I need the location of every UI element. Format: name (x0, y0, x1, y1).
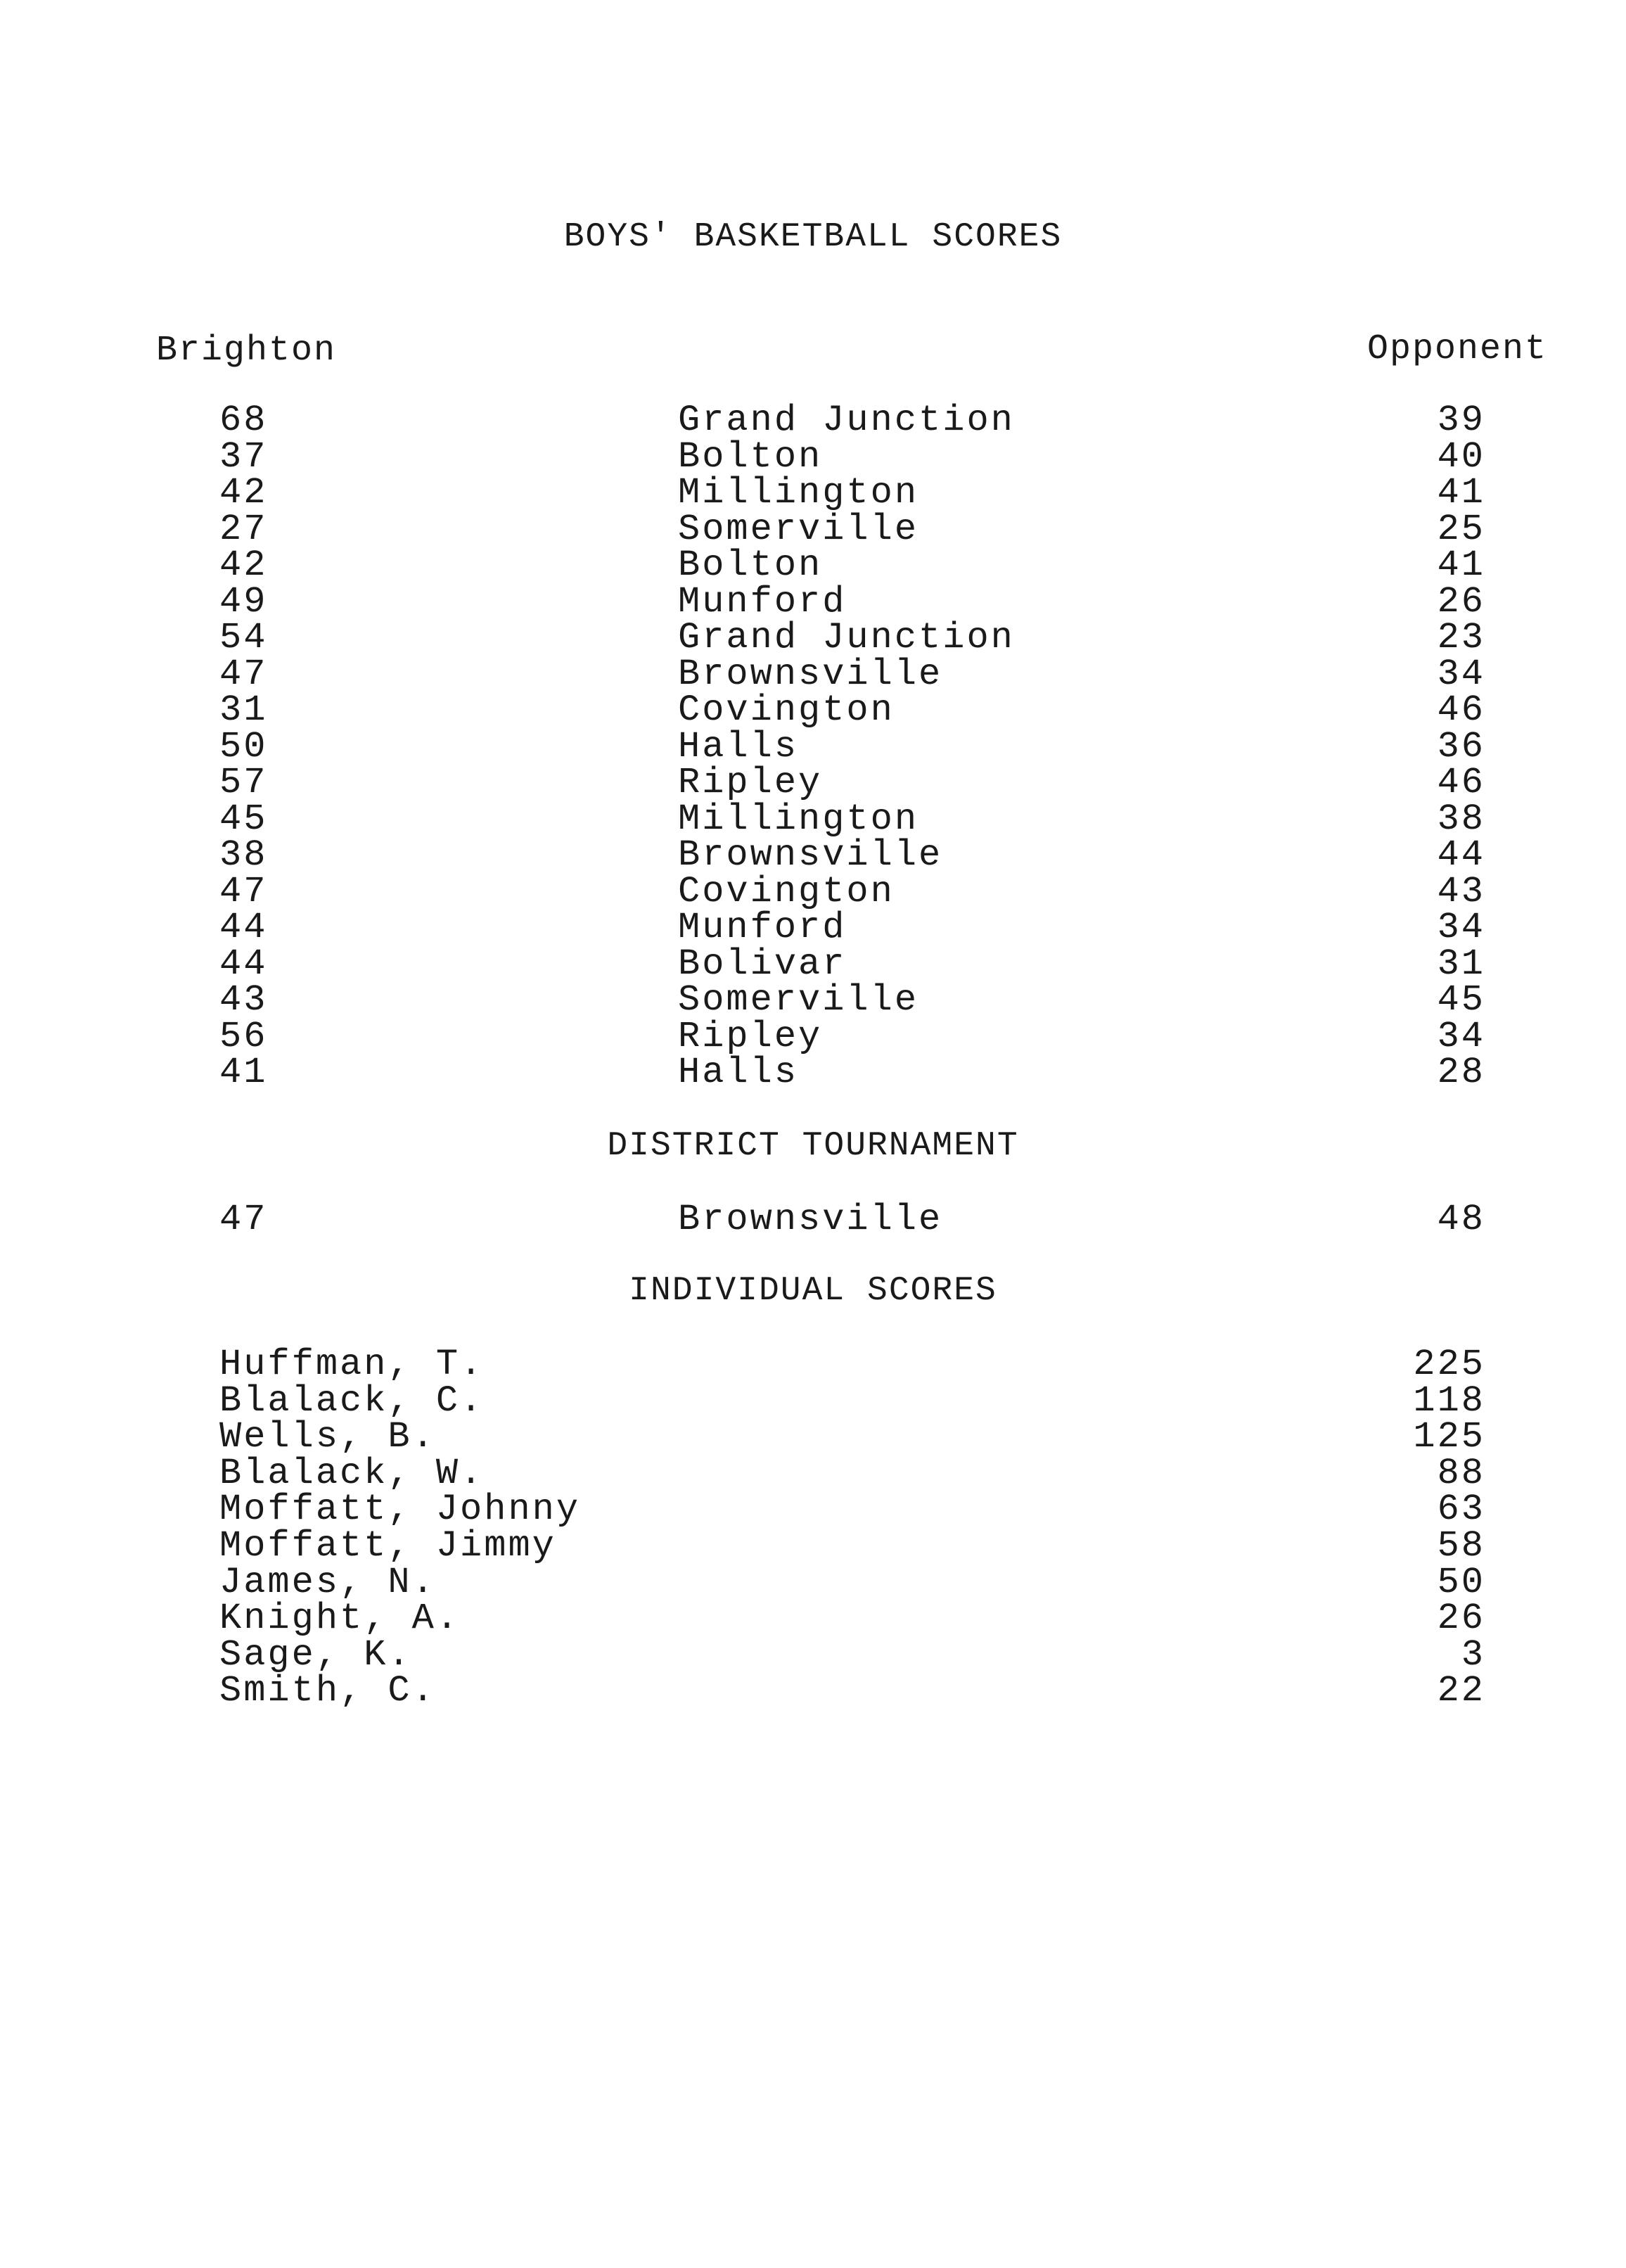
player-row (0, 1346, 1626, 1383)
brighton-score: 41 (219, 1052, 268, 1093)
game-row (0, 1015, 1626, 1057)
game-row (0, 472, 1626, 514)
player-points: 225 (1413, 1344, 1485, 1385)
opponent-score: 48 (1437, 1199, 1485, 1240)
brighton-score: 44 (219, 907, 268, 948)
individual-scores-list (0, 1344, 1626, 1712)
opponent-score: 46 (1437, 762, 1485, 803)
player-points: 26 (1437, 1598, 1485, 1640)
opponent-name: Millington (678, 798, 919, 840)
page-title: BOYS' BASKETBALL SCORES (563, 218, 1063, 256)
brighton-score: 42 (219, 544, 268, 586)
opponent-name: Brownsville (678, 834, 943, 876)
brighton-column-header: Brighton (156, 331, 337, 371)
opponent-name: Halls (678, 1052, 799, 1093)
game-row (0, 1052, 1626, 1093)
opponent-name: Brownsville (678, 1199, 943, 1240)
opponent-score: 46 (1437, 689, 1485, 731)
opponent-score: 41 (1437, 472, 1485, 514)
game-row (0, 907, 1626, 948)
game-row (0, 943, 1626, 985)
brighton-score: 47 (219, 653, 268, 695)
player-points: 118 (1413, 1380, 1485, 1422)
player-points: 22 (1437, 1670, 1485, 1712)
opponent-score: 44 (1437, 834, 1485, 876)
game-row (0, 689, 1626, 731)
brighton-score: 68 (219, 400, 268, 441)
opponent-name: Brownsville (678, 653, 943, 695)
opponent-name: Covington (678, 870, 895, 912)
brighton-score: 56 (219, 1015, 268, 1057)
opponent-score: 26 (1437, 580, 1485, 623)
game-row (0, 834, 1626, 876)
player-name: Smith, C. (219, 1670, 436, 1712)
game-row (0, 544, 1626, 586)
opponent-name: Grand Junction (678, 400, 1015, 441)
brighton-score: 47 (219, 1199, 268, 1240)
brighton-score: 43 (219, 979, 268, 1021)
opponent-score: 40 (1437, 435, 1485, 478)
player-name: Sage, K. (219, 1633, 412, 1676)
opponent-score: 41 (1437, 544, 1485, 586)
brighton-score: 37 (219, 435, 268, 478)
opponent-name: Bolton (678, 435, 823, 478)
brighton-score: 45 (219, 798, 268, 840)
brighton-score: 50 (219, 725, 268, 767)
opponent-score: 39 (1437, 400, 1485, 441)
player-row (0, 1452, 1626, 1494)
player-name: Moffatt, Jimmy (219, 1524, 556, 1567)
opponent-name: Halls (678, 725, 799, 767)
player-points: 3 (1461, 1633, 1485, 1676)
player-points: 125 (1413, 1416, 1485, 1458)
game-row (0, 979, 1626, 1021)
opponent-score: 34 (1437, 907, 1485, 948)
player-row (0, 1633, 1626, 1676)
game-row (0, 725, 1626, 767)
brighton-score: 27 (219, 508, 268, 550)
opponent-score: 43 (1437, 870, 1485, 912)
opponent-name: Bolton (678, 544, 823, 586)
opponent-column-header: Opponent (1366, 329, 1547, 369)
player-name: Blalack, W. (219, 1452, 485, 1494)
player-name: Wells, B. (219, 1416, 436, 1458)
game-row (0, 435, 1626, 478)
opponent-name: Munford (678, 580, 847, 623)
game-row (0, 762, 1626, 803)
player-points: 88 (1437, 1452, 1485, 1494)
player-name: Knight, A. (219, 1598, 461, 1640)
game-scores-list (0, 402, 1626, 1091)
game-row (0, 617, 1626, 658)
player-name: Moffatt, Johnny (219, 1489, 581, 1531)
brighton-score: 44 (219, 943, 268, 985)
opponent-name: Bolivar (678, 943, 847, 985)
game-row (0, 653, 1626, 695)
brighton-score: 47 (219, 870, 268, 912)
district-tournament-heading: DISTRICT TOURNAMENT (607, 1127, 1019, 1165)
individual-scores-heading: INDIVIDUAL SCORES (629, 1272, 997, 1310)
opponent-score: 36 (1437, 725, 1485, 767)
game-row (0, 402, 1626, 439)
brighton-score: 49 (219, 580, 268, 623)
player-name: James, N. (219, 1561, 436, 1603)
opponent-name: Grand Junction (678, 617, 1015, 658)
district-game-row (0, 1199, 1626, 1240)
game-row (0, 580, 1626, 623)
opponent-name: Somerville (678, 508, 919, 550)
player-row (0, 1489, 1626, 1531)
player-row (0, 1670, 1626, 1712)
game-row (0, 798, 1626, 840)
opponent-score: 34 (1437, 653, 1485, 695)
game-row (0, 508, 1626, 550)
opponent-name: Somerville (678, 979, 919, 1021)
opponent-score: 34 (1437, 1015, 1485, 1057)
opponent-score: 28 (1437, 1052, 1485, 1093)
brighton-score: 38 (219, 834, 268, 876)
opponent-name: Covington (678, 689, 895, 731)
player-row (0, 1380, 1626, 1422)
player-points: 50 (1437, 1561, 1485, 1603)
opponent-score: 38 (1437, 798, 1485, 840)
player-points: 63 (1437, 1489, 1485, 1531)
player-row (0, 1524, 1626, 1567)
game-row (0, 870, 1626, 912)
opponent-name: Ripley (678, 762, 823, 803)
player-points: 58 (1437, 1524, 1485, 1567)
player-name: Blalack, C. (219, 1380, 485, 1422)
player-row (0, 1416, 1626, 1458)
opponent-name: Munford (678, 907, 847, 948)
opponent-score: 25 (1437, 508, 1485, 550)
brighton-score: 42 (219, 472, 268, 514)
opponent-score: 31 (1437, 943, 1485, 985)
opponent-score: 45 (1437, 979, 1485, 1021)
brighton-score: 57 (219, 762, 268, 803)
opponent-name: Ripley (678, 1015, 823, 1057)
player-name: Huffman, T. (219, 1344, 485, 1385)
opponent-score: 23 (1437, 617, 1485, 658)
opponent-name: Millington (678, 472, 919, 514)
player-row (0, 1598, 1626, 1640)
brighton-score: 54 (219, 617, 268, 658)
player-row (0, 1561, 1626, 1603)
brighton-score: 31 (219, 689, 268, 731)
